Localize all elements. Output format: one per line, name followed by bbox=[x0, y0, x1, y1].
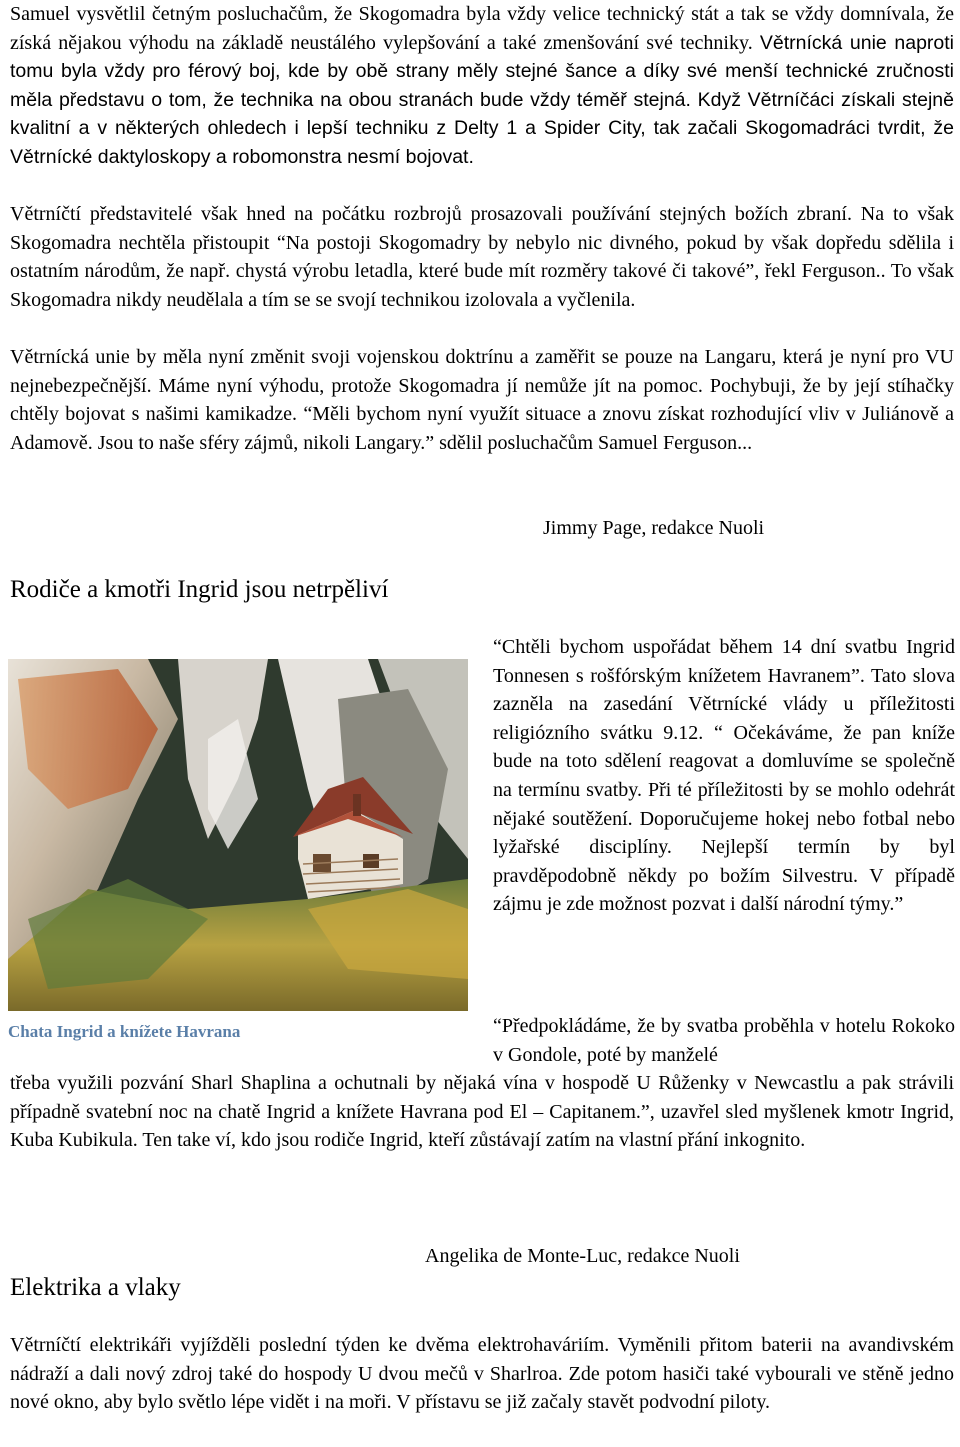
article1-paragraph-2: Větrníčtí představitelé však hned na počátku rozbrojů prosazovali používání stejných božích zbraní. Na to však Skogomadra nechtěla přistoupit “Na postoji Skogomadry by nebylo nic divného, pokud by však dopředu sdělila i ostatním národům, že např. chystá výrobu letadla, které bude mít rozměry takové či takové”, řekl Ferguson.. To však Skogomadra nikdy neudělala a tím se se svojí technikou izolovala a vyčlenila. bbox=[10, 203, 954, 311]
article1-paragraph-3: Větrnícká unie by měla nyní změnit svoji vojenskou doktrínu a zaměřit se pouze na Langaru, která je nyní pro VU nejnebezpečnější. Máme nyní výhodu, protože Skogomadra jí nemůže jít na pomoc. Pochybuji, že by její stíhačky chtěly bojovat s našimi kamikadze. “Měli bychom nyní využít situace a znovu získat rozhodující vliv v Juliánově a Adamově. Jsou to naše sféry zájmů, nikoli Langary.” sdělil posluchačům Samuel Ferguson... bbox=[10, 346, 954, 454]
article2-heading: Rodiče a kmotři Ingrid jsou netrpěliví bbox=[10, 576, 389, 603]
article3-text: Větrníčtí elektrikáři vyjížděli poslední týden ke dvěma elektrohaváriím. Vyměnili přitom baterii na avandivském nádraží a dali nový zdroj také do hospody U dvou mečů v Sharlroa. Zde potom hasiči také vybourali ve stěně jedno nové okno, aby bylo světlo lépe vidět i na moři. V přístavu se již začaly stavět podvodní piloty. bbox=[10, 1334, 954, 1414]
cabin-photo-illustration bbox=[8, 659, 468, 1011]
article1-byline: Jimmy Page, redakce Nuoli bbox=[543, 517, 765, 539]
article1-paragraph-1 bbox=[10, 0, 954, 172]
article2-byline: Angelika de Monte-Luc, redakce Nuoli bbox=[425, 1245, 740, 1267]
photo-caption: Chata Ingrid a knížete Havrana bbox=[8, 1022, 241, 1041]
article2-column-text: “Chtěli bychom uspořádat během 14 dní svatbu Ingrid Tonnesen s rošfórským knížetem Havranem”. Tato slova zazněla na zasedání Větrnícké vlády u příležitosti religiózního svátku 9.12. “ Očekáváme, že pan kníže bude na toto sdělení reagovat a domluvíme se společně na termínu svatby. Při té příležitosti by se mohlo odehrát nějaké soutěžení. Doporučujeme hokej nebo fotbal nebo lyžařské disciplíny. Nejlepší termín by byl pravděpodobně někdy po božím Silvestru. V případě zájmu je zde možnost pozvat i další národní týmy.” bbox=[493, 636, 955, 916]
cabin-photo bbox=[8, 659, 468, 1011]
article3-heading: Elektrika a vlaky bbox=[10, 1274, 181, 1301]
article2-column-text-2: “Předpokládáme, že by svatba proběhla v hotelu Rokoko v Gondole, poté by manželé bbox=[493, 1015, 955, 1066]
article2-wrap-text: třeba využili pozvání Sharl Shaplina a ochutnali by nějaká vína v hospodě U Růženky v Newcastlu a pak strávili případně svatební noc na chatě Ingrid a knížete Havrana pod El – Capitanem.”, uzavřel sled myšlenek kmotr Ingrid, Kuba Kubikula. Ten take ví, kdo jsou rodiče Ingrid, kteří zůstávají zatím na vlastní přání inkognito. bbox=[10, 1072, 954, 1152]
article1-paragraph-1-sans: Větrnícká unie naproti tomu byla vždy pro férový boj, kde by obě strany měly stejné šance a díky své menší technické zručnosti měla představu o tom, že technika na obou stranách bude vždy téměř stejná. Když Větrníčáci získali stejně kvalitní a v některých ohledech i lepší techniku z Delty 1 a Spider City, tak začali Skogomadráci tvrdit, že Větrnícké daktyloskopy a robomonstra nesmí bojovat. bbox=[10, 31, 955, 168]
article1-paragraph-1-serif: Samuel vysvětlil četným posluchačům, že Skogomadra byla vždy velice technický stát a tak se vždy domnívala, že získá nějakou výhodu na základě neustálého vylepšování a také zmenšování své techniky. bbox=[10, 3, 954, 54]
